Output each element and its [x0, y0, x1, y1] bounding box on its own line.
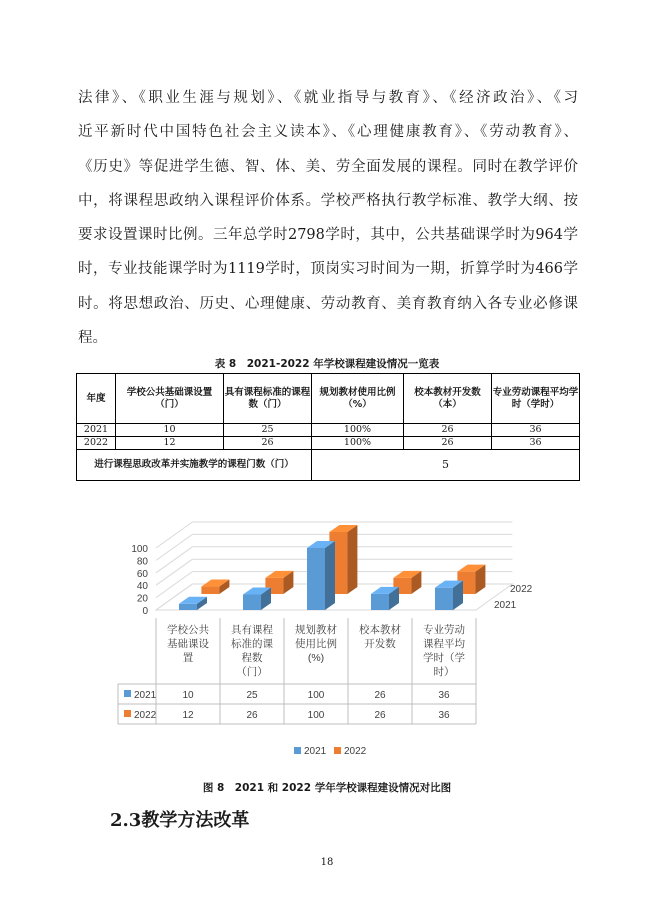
- header-cell: 年度: [77, 374, 116, 424]
- figure-caption: 图 8 2021 和 2022 学年学校课程建设情况对比图: [202, 782, 452, 794]
- legend-key-2022: [334, 747, 341, 754]
- data-table-legend-key: [124, 710, 131, 717]
- category-label: 规划教材使用比例(%): [295, 624, 337, 664]
- paragraph-line: 近平新时代中国特色社会主义读本》、《心理健康教育》、《劳动教育》、: [78, 124, 578, 141]
- paragraph-line: 《历史》等促进学生德、智、体、美、劳全面发展的课程。同时在教学评价: [78, 158, 578, 175]
- data-table-value: 26: [374, 710, 386, 721]
- paragraph-line: 时，专业技能课学时为1119学时，顶岗实习时间为一期，折算学时为466学: [78, 261, 578, 278]
- table-row: [77, 424, 580, 437]
- data-table-series-name: 2022: [134, 710, 157, 721]
- header-cell: 学校公共基础课设置（门）: [116, 374, 224, 424]
- table-footer-row: [77, 450, 580, 481]
- table-cell: 2022: [77, 437, 116, 450]
- data-table-value: 26: [374, 690, 386, 701]
- depth-axis-label: 2022: [510, 584, 533, 595]
- body-paragraph: [78, 81, 578, 355]
- y-tick-label: 20: [136, 593, 148, 605]
- table-cell: 26: [404, 424, 492, 437]
- data-table-legend-key: [124, 690, 131, 697]
- footer-label: 进行课程思政改革并实施教学的课程门数（门）: [77, 450, 312, 481]
- y-tick-label: 60: [136, 568, 148, 580]
- bar-2021: [371, 594, 389, 610]
- footer-value: 5: [312, 450, 580, 481]
- y-tick-label: 100: [131, 544, 148, 555]
- table-cell: 100%: [312, 424, 404, 437]
- bar-2022: [201, 587, 219, 594]
- gridline-side: [156, 534, 192, 560]
- gridline-side: [156, 559, 192, 585]
- paragraph-line: 要求设置课时比例。三年总学时2798学时，其中，公共基础课学时为964学: [78, 227, 578, 244]
- data-table-value: 12: [182, 710, 194, 721]
- gridline-side: [156, 522, 192, 548]
- table-cell: 25: [224, 424, 312, 437]
- data-table-value: 25: [246, 690, 258, 701]
- course-table: [76, 373, 580, 481]
- gridline-side: [156, 547, 192, 573]
- chart-svg: [108, 498, 560, 768]
- data-table-value: 100: [307, 710, 325, 721]
- gridline-side: [156, 572, 192, 598]
- paragraph-line: 程。: [78, 330, 107, 347]
- data-table-series-name: 2021: [134, 690, 157, 701]
- depth-axis-label: 2021: [494, 600, 517, 611]
- category-label: 校本教材开发数: [359, 624, 401, 650]
- legend-key-2021: [294, 747, 301, 754]
- category-label: 具有课程标准的课程数（门）: [231, 624, 273, 678]
- table-cell: 10: [116, 424, 224, 437]
- paragraph-line: 时。将思想政治、历史、心理健康、劳动教育、美育教育纳入各专业必修课: [78, 295, 578, 312]
- bar-2021: [243, 595, 261, 611]
- table-header-row: [77, 374, 580, 424]
- header-cell: 具有课程标准的课程数（门）: [224, 374, 312, 424]
- header-cell: 规划教材使用比例（%）: [312, 374, 404, 424]
- comparison-chart: [108, 498, 560, 768]
- table-cell: 26: [404, 437, 492, 450]
- table-cell: 12: [116, 437, 224, 450]
- bar-side-2022: [347, 525, 357, 594]
- table-cell: 2021: [77, 424, 116, 437]
- table-row: [77, 437, 580, 450]
- data-table-value: 36: [438, 710, 450, 721]
- table-cell: 36: [492, 424, 580, 437]
- data-table-value: 36: [438, 690, 450, 701]
- bar-2021: [435, 588, 453, 610]
- y-tick-label: 80: [136, 556, 148, 568]
- table-caption: 表 8 2021-2022 年学校课程建设情况一览表: [214, 358, 440, 370]
- table-cell: 26: [224, 437, 312, 450]
- legend-label: 2022: [344, 746, 367, 757]
- y-tick-label: 0: [142, 606, 148, 617]
- legend-label: 2021: [304, 746, 327, 757]
- table-cell: 100%: [312, 437, 404, 450]
- category-label: 学校公共基础课设置: [167, 624, 209, 664]
- data-table-value: 10: [182, 690, 194, 701]
- header-cell: 校本教材开发数（本）: [404, 374, 492, 424]
- header-cell: 专业劳动课程平均学时（学时）: [492, 374, 580, 424]
- paragraph-line: 法律》、《职业生涯与规划》、《就业指导与教育》、《经济政治》、《习: [78, 90, 578, 106]
- bar-2021: [179, 604, 197, 610]
- table-cell: 36: [492, 437, 580, 450]
- bar-2021: [307, 548, 325, 610]
- y-tick-label: 40: [136, 581, 148, 593]
- paragraph-line: 中，将课程思政纳入课程评价体系。学校严格执行教学标准、教学大纲、按: [78, 192, 578, 209]
- bar-side-2021: [325, 541, 335, 610]
- section-heading: 2.3教学方法改革: [110, 810, 250, 831]
- page-number: 18: [320, 857, 334, 868]
- category-label: 专业劳动课程平均学时（学时）: [423, 624, 465, 678]
- data-table-value: 26: [246, 710, 258, 721]
- data-table-value: 100: [307, 690, 325, 701]
